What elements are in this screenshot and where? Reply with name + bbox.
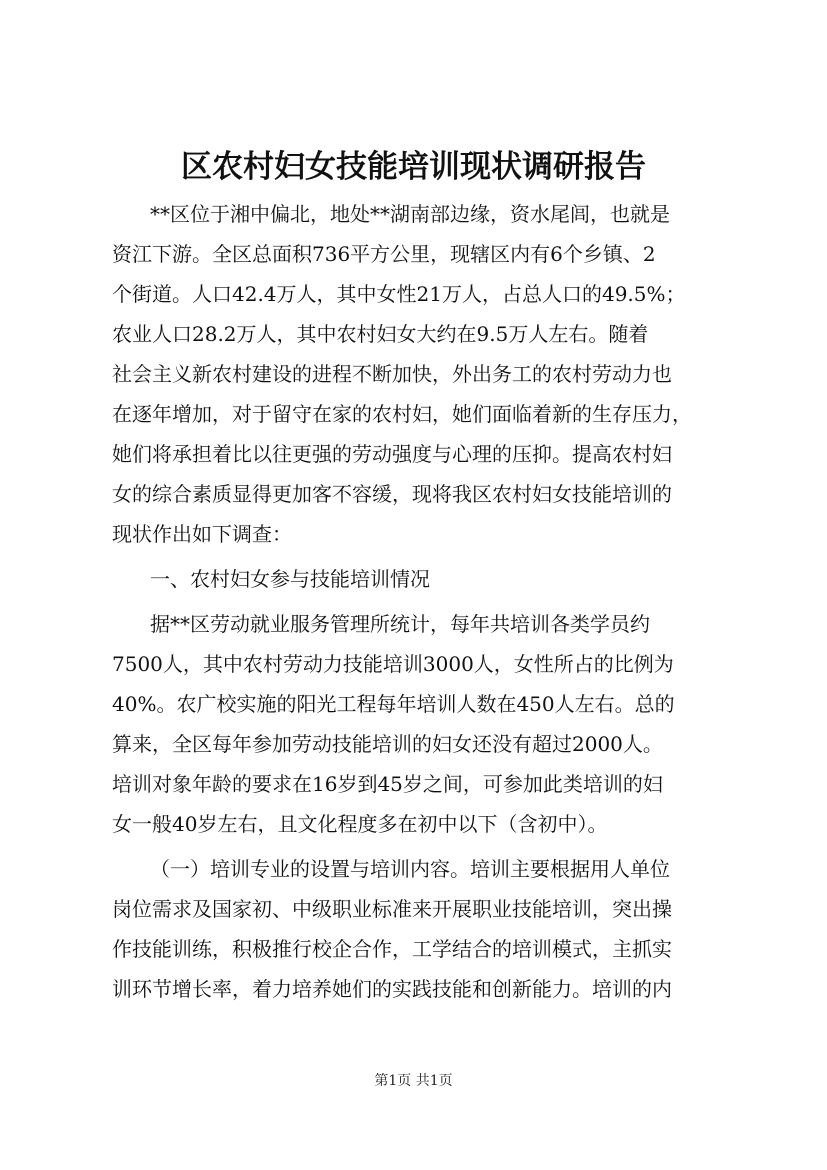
paragraph-line: 在逐年增加，对于留守在家的农村妇，她们面临着新的生存压力， [112,402,692,426]
paragraph-line: 培训对象年龄的要求在16岁到45岁之间，可参加此类培训的妇 [112,772,663,796]
paragraph-line: 训环节增长率，着力培养她们的实践技能和创新能力。培训的内 [112,977,672,1001]
paragraph-line: 算来，全区每年参加劳动技能培训的妇女还没有超过2000人。 [112,732,663,756]
page-footer: 第1页 共1页 [374,1073,453,1089]
paragraph-line: 女一般40岁左右，且文化程度多在初中以下（含初中）。 [112,812,608,836]
paragraph-line: 7500人，其中农村劳动力技能培训3000人，女性所占的比例为 [112,652,674,676]
paragraph-line: （一）培训专业的设置与培训内容。培训主要根据用人单位 [150,857,670,881]
paragraph-line: 个街道。人口42.4万人，其中女性21万人，占总人口的49.5%； [112,282,686,306]
paragraph-line: 现状作出如下调查： [112,522,292,546]
paragraph-line: 作技能训练，积极推行校企合作，工学结合的培训模式，主抓实 [112,937,672,961]
document-title: 区农村妇女技能培训现状调研报告 [181,149,646,185]
paragraph-line: **区位于湘中偏北，地处**湖南部边缘，资水尾闾，也就是 [150,202,670,226]
section-heading: 一、农村妇女参与技能培训情况 [150,567,430,591]
paragraph-line: 资江下游。全区总面积736平方公里，现辖区内有6个乡镇、2 [112,242,656,266]
paragraph-line: 女的综合素质显得更加客不容缓，现将我区农村妇女技能培训的 [112,482,672,506]
paragraph-line: 据**区劳动就业服务管理所统计，每年共培训各类学员约 [150,612,650,636]
paragraph-line: 社会主义新农村建设的进程不断加快，外出务工的农村劳动力也 [112,362,672,386]
paragraph-line: 岗位需求及国家初、中级职业标准来开展职业技能培训，突出操 [112,897,672,921]
paragraph-line: 农业人口28.2万人，其中农村妇女大约在9.5万人左右。随着 [112,322,649,346]
paragraph-line: 她们将承担着比以往更强的劳动强度与心理的压抑。提高农村妇 [112,442,672,466]
paragraph-line: 40%。农广校实施的阳光工程每年培训人数在450人左右。总的 [112,692,675,716]
